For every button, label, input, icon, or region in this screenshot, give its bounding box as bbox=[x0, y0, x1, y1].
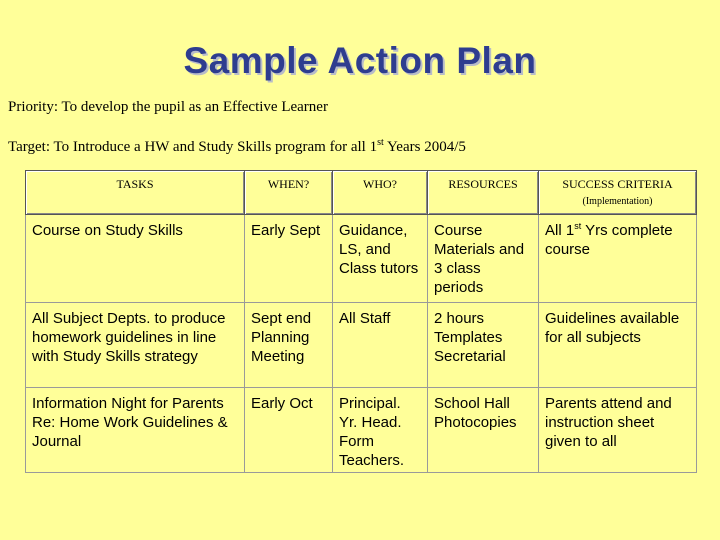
cell-who: Principal. Yr. Head. Form Teachers. bbox=[333, 388, 428, 473]
table-row bbox=[26, 388, 697, 473]
action-plan-table bbox=[25, 170, 697, 473]
success-ordinal: st bbox=[574, 221, 582, 231]
priority-line: Priority: To develop the pupil as an Effective Learner bbox=[8, 99, 328, 115]
cell-who: All Staff bbox=[333, 303, 428, 388]
table-row bbox=[26, 303, 697, 388]
target-ordinal: st bbox=[377, 137, 384, 148]
table-header-row bbox=[26, 171, 697, 215]
cell-success: Guidelines available for all subjects bbox=[539, 303, 697, 388]
target-text: Target: To Introduce a HW and Study Skills program for all 1 bbox=[8, 139, 378, 155]
cell-success: Parents attend and instruction sheet given to all bbox=[539, 388, 697, 473]
cell-task: All Subject Depts. to produce homework guidelines in line with Study Skills strategy bbox=[26, 303, 245, 388]
success-text: All 1 bbox=[545, 222, 575, 239]
header-tasks: TASKS bbox=[26, 171, 245, 215]
header-success-sub: (Implementation) bbox=[582, 196, 653, 207]
target-text-end: Years 2004/5 bbox=[383, 139, 466, 155]
header-who: WHO? bbox=[333, 171, 428, 215]
cell-resources: School Hall Photocopies bbox=[428, 388, 539, 473]
cell-when: Early Sept bbox=[245, 215, 333, 303]
page-title: Sample Action Plan bbox=[183, 40, 537, 81]
cell-success bbox=[539, 215, 697, 303]
cell-task: Information Night for Parents Re: Home Work Guidelines & Journal bbox=[26, 388, 245, 473]
cell-resources: Course Materials and 3 class periods bbox=[428, 215, 539, 303]
cell-who: Guidance, LS, and Class tutors bbox=[333, 215, 428, 303]
header-when: WHEN? bbox=[245, 171, 333, 215]
cell-resources: 2 hours Templates Secretarial bbox=[428, 303, 539, 388]
cell-when: Sept end Planning Meeting bbox=[245, 303, 333, 388]
table-row bbox=[26, 215, 697, 303]
target-line bbox=[8, 139, 466, 156]
success-text-end: Yrs complete course bbox=[545, 222, 673, 258]
header-success-criteria bbox=[539, 171, 697, 215]
header-success-label: SUCCESS CRITERIA bbox=[562, 177, 673, 191]
cell-when: Early Oct bbox=[245, 388, 333, 473]
header-resources: RESOURCES bbox=[428, 171, 539, 215]
cell-task: Course on Study Skills bbox=[26, 215, 245, 303]
